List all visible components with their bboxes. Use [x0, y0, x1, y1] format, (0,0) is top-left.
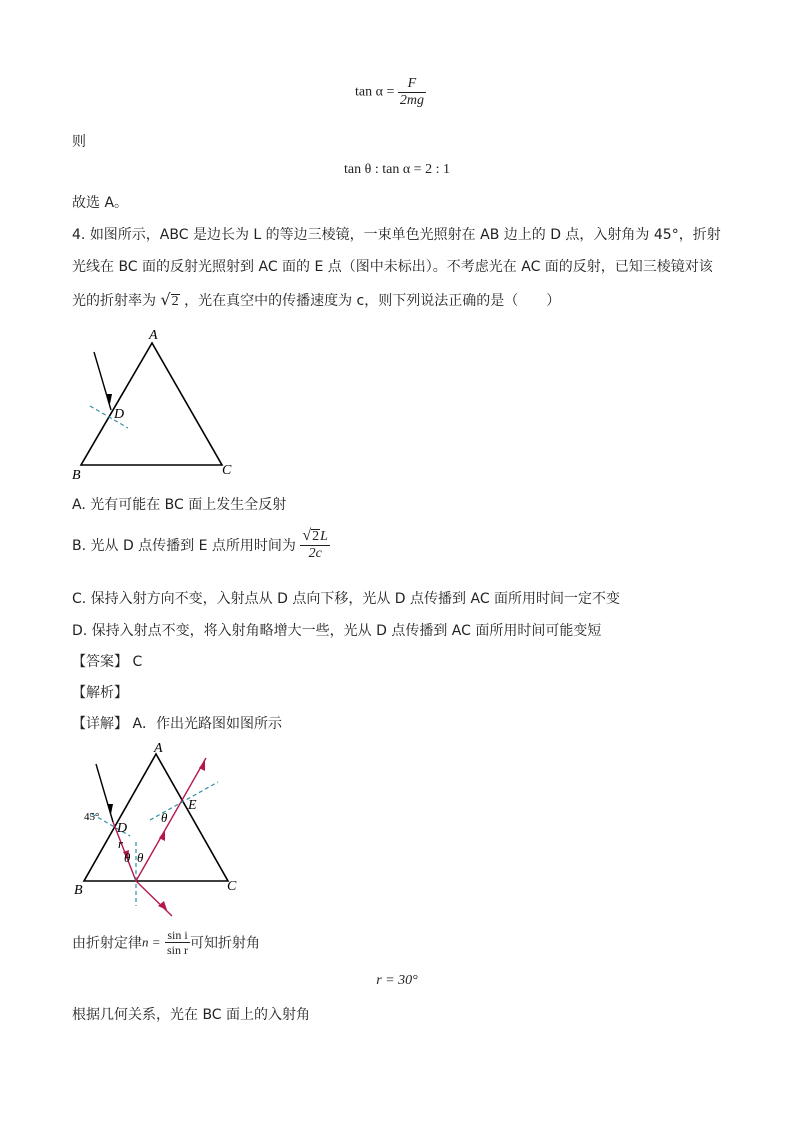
label-45-degree: 45°	[84, 811, 100, 823]
answer-value: C	[132, 654, 143, 670]
equation-ratio: tan θ : tan α = 2 : 1	[344, 162, 450, 177]
incident-ray	[94, 352, 111, 410]
label-A-2: A	[154, 741, 163, 756]
option-a: A. 光有可能在 BC 面上发生全反射	[72, 497, 287, 513]
answer-label: 【答案】	[72, 654, 128, 670]
prism-triangle-2	[84, 754, 228, 881]
arrow-head-transmitted	[158, 901, 167, 910]
option-b-text: B. 光从 D 点传播到 E 点所用时间为	[72, 538, 296, 554]
label-theta-left: θ	[124, 850, 131, 865]
answer-line	[72, 651, 142, 671]
label-D: D	[114, 407, 125, 422]
snell-fraction	[165, 928, 190, 957]
last-line: 根据几何关系，光在 BC 面上的入射角	[72, 1007, 311, 1023]
fraction-numerator: F	[398, 76, 426, 93]
sqrt-sign: √	[160, 290, 171, 309]
option-c: C. 保持入射方向不变，入射点从 D 点向下移，光从 D 点传播到 AC 面所用时间一定不变	[72, 591, 621, 607]
label-theta-right: θ	[137, 850, 144, 865]
transmitted-ray	[136, 881, 172, 916]
label-r: r	[118, 836, 124, 851]
option-b-denominator: 2c	[308, 546, 322, 561]
prism-triangle	[81, 343, 222, 465]
prism-figure-1	[68, 322, 248, 482]
label-C-2: C	[227, 879, 237, 894]
equation-lhs: tan α =	[355, 84, 395, 100]
label-theta-e: θ	[161, 810, 168, 825]
label-B-2: B	[74, 883, 83, 898]
label-D-2: D	[117, 821, 128, 836]
detail-text: A．作出光路图如图所示	[132, 716, 283, 732]
text-ze: 则	[72, 134, 86, 150]
analysis-label: 【解析】	[72, 685, 128, 701]
label-B: B	[72, 468, 81, 482]
label-C: C	[222, 463, 232, 478]
label-A: A	[149, 328, 158, 343]
text-select-a: 故选 A。	[72, 195, 129, 211]
snell-lhs: n =	[142, 934, 161, 950]
question-number: 4.	[72, 227, 86, 243]
snell-denominator: sin r	[166, 943, 188, 957]
option-b	[72, 528, 330, 562]
reflected-ray	[136, 758, 206, 881]
equation-r: r = 30°	[376, 973, 418, 988]
option-d: D. 保持入射点不变，将入射角略增大一些，光从 D 点传播到 AC 面所用时间可能变短	[72, 623, 602, 639]
question-line-1	[72, 224, 721, 244]
snell-line	[72, 928, 260, 957]
detail-line	[72, 713, 282, 733]
snell-post: 可知折射角	[189, 935, 260, 952]
fraction	[398, 76, 426, 109]
equation-tan-alpha	[355, 76, 426, 109]
fraction-denominator: 2mg	[399, 93, 424, 108]
question-text-3a: 光的折射率为	[72, 293, 156, 309]
option-b-fraction	[300, 528, 330, 562]
question-line-3	[72, 290, 560, 310]
snell-numerator: sin i	[165, 928, 190, 943]
detail-label: 【详解】	[72, 716, 128, 732]
question-text-3b: ，光在真空中的传播速度为 c，则下列说法正确的是（ ）	[184, 293, 561, 309]
snell-pre: 由折射定律	[72, 935, 142, 952]
option-b-numerator: √2L	[302, 527, 328, 544]
label-E: E	[188, 798, 197, 813]
question-text-1: 如图所示，ABC 是边长为 L 的等边三棱镜，一束单色光照射在 AB 边上的 D 点，入射角为 45°，折射	[89, 227, 721, 243]
question-line-2: 光线在 BC 面的反射光照射到 AC 面的 E 点（图中未标出）。不考虑光在 AC 面的反射，已知三棱镜对该	[72, 259, 713, 275]
prism-figure-2	[68, 738, 258, 923]
sqrt-value: 2	[171, 294, 179, 309]
